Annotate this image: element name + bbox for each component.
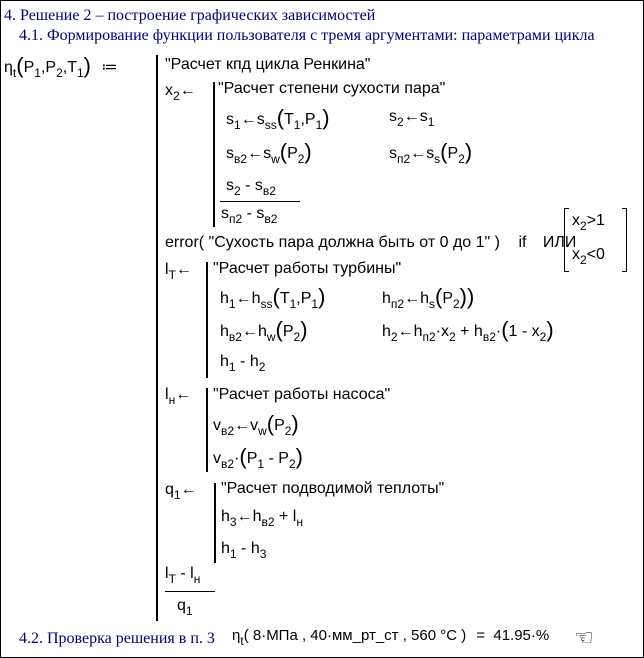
ln-assign[interactable]: $l_н\leftarrow$	[165, 386, 192, 407]
eta-symbol: η	[4, 59, 13, 76]
define-operator: ≔	[101, 59, 118, 76]
eta-symbol: η	[232, 627, 241, 644]
check-result: 41.95	[493, 627, 531, 644]
eta-sub: t	[12, 66, 17, 80]
hp2-assign[interactable]: $h_{п2}\leftarrow h_s(P_2)$)	[382, 284, 475, 311]
h3-assign[interactable]: $h_3\leftarrow h_{в2} + l_н$	[221, 508, 303, 529]
sub-one: 1	[76, 66, 84, 80]
hv2-assign[interactable]: $h_{в2}\leftarrow h_w(P_2)$	[220, 317, 308, 344]
comma: ,	[62, 59, 68, 76]
program-bar	[156, 55, 158, 621]
check-args: ( 8·МПа , 40·мм_рт_ст , 560 °C )	[243, 627, 467, 644]
efficiency-fraction-line	[165, 591, 215, 592]
open-paren: (	[16, 53, 24, 78]
sub-one: 1	[34, 66, 41, 80]
arrow: ←	[179, 82, 196, 99]
ln-result[interactable]: $v_{в2}\cdot(P_1 - P_2)$	[213, 444, 303, 471]
equals-sign: =	[476, 627, 486, 644]
x2-block-bar	[213, 82, 215, 227]
lt-result[interactable]: $h_1 - h_2$	[220, 353, 266, 374]
h1-assign[interactable]: $h_1\leftarrow h_{ss}(T_1,P_1)$	[220, 284, 326, 311]
q1-result[interactable]: $h_1 - h_3$	[221, 540, 267, 561]
lt-assign[interactable]: $l_T\leftarrow$	[165, 261, 192, 282]
x2-comment[interactable]: "Расчет степени сухости пара"	[218, 80, 446, 97]
x2-assign[interactable]: $x_2\leftarrow$	[165, 82, 196, 103]
x2-numerator[interactable]: $s_2 - s_{в2}$	[226, 177, 276, 198]
comment-main[interactable]: "Расчет кпд цикла Ренкина"	[165, 56, 371, 73]
q1-assign[interactable]: $q_1\leftarrow$	[165, 481, 197, 502]
eta-sub: t	[240, 634, 244, 648]
sv2-assign[interactable]: $s_{в2}\leftarrow s_w(P_2)$	[226, 139, 312, 166]
q1-comment[interactable]: "Расчет подводимой теплоты"	[221, 480, 445, 497]
sub-two: 2	[56, 66, 63, 80]
hand-pointer-icon[interactable]: ☜	[574, 625, 594, 650]
error-statement[interactable]	[165, 234, 576, 252]
s2-assign[interactable]: $s_2\leftarrow s_1$	[389, 108, 435, 129]
comma: ,	[40, 59, 46, 76]
subsection-title: 4.1. Формирование функции пользователя с тремя аргументами: параметрами цикла	[19, 27, 595, 44]
lt-comment[interactable]: "Расчет работы турбины"	[213, 260, 402, 277]
ln-block-bar	[206, 388, 208, 472]
efficiency-denominator[interactable]: $q_1$	[177, 597, 193, 618]
x2-denominator[interactable]: $s_{п2} - s_{в2}$	[221, 205, 278, 226]
error-text: error( "Сухость пара должна быть от 0 до 1" )	[165, 234, 500, 251]
cond-gt[interactable]: $x_2>1$	[572, 212, 605, 233]
section-title: 4. Решение 2 – построение графических зависимостей	[4, 7, 376, 24]
lt-block-bar	[206, 262, 208, 378]
cond-lt[interactable]: $x_2<0$	[572, 246, 605, 267]
check-unit: ·%	[530, 627, 550, 644]
efficiency-numerator[interactable]: $l_T - l_н$	[165, 565, 201, 586]
or-operator: ИЛИ	[542, 234, 577, 251]
sp2-assign[interactable]: $s_{п2}\leftarrow s_s(P_2)$	[389, 139, 473, 166]
check-expression[interactable]	[232, 627, 550, 648]
s1-assign[interactable]: $s_1\leftarrow s_{ss}(T_1,P_1)$	[226, 105, 330, 132]
q1-block-bar	[214, 483, 216, 563]
fraction-line	[220, 201, 300, 202]
check-label: 4.2. Проверка решения в п. 3	[19, 630, 215, 647]
function-signature[interactable]: $\eta_t(P_1,P_2,T_1)$ ≔	[4, 53, 118, 80]
cond-bracket-left	[564, 208, 569, 272]
cond-bracket-right	[622, 208, 627, 272]
vv2-assign[interactable]: $v_{в2}\leftarrow v_w(P_2)$	[213, 411, 299, 438]
ln-comment[interactable]: "Расчет работы насоса"	[213, 386, 391, 403]
h2-assign[interactable]: $h_2\leftarrow h_{п2}\cdot x_2 + h_{в2}\cdot(1 - x_2)$	[382, 317, 554, 344]
if-keyword: if	[518, 234, 527, 251]
close-paren: )	[83, 53, 91, 78]
